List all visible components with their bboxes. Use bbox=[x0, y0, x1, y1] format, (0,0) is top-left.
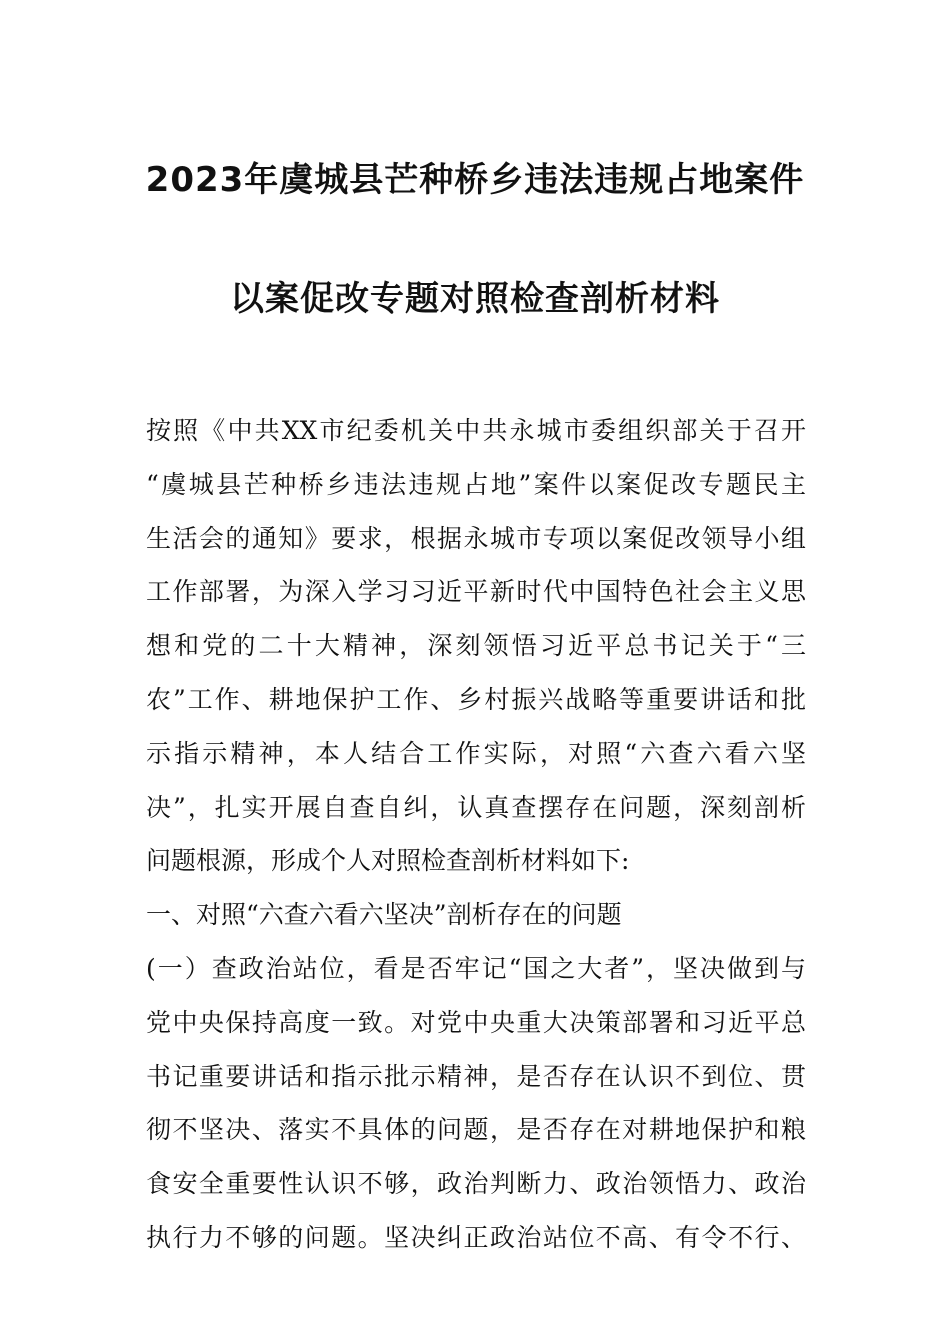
body-line: 决”，扎实开展自查自纠，认真查摆存在问题，深刻剖析 bbox=[146, 792, 806, 822]
body-line: 问题根源，形成个人对照检查剖析材料如下: bbox=[146, 846, 630, 876]
body-line: 农”工作、耕地保护工作、乡村振兴战略等重要讲话和批 bbox=[146, 684, 806, 714]
body-line: 食安全重要性认识不够，政治判断力、政治领悟力、政治 bbox=[146, 1169, 806, 1199]
body-line: “虞城县芒种桥乡违法违规占地”案件以案促改专题民主 bbox=[146, 469, 806, 499]
document-title-line-1: 2023年虞城县芒种桥乡违法违规占地案件 bbox=[145, 160, 805, 200]
body-line: 党中央保持高度一致。对党中央重大决策部署和习近平总 bbox=[146, 1007, 806, 1037]
document-title-line-2: 以案促改专题对照检查剖析材料 bbox=[230, 279, 720, 319]
body-line: 工作部署，为深入学习习近平新时代中国特色社会主义思 bbox=[146, 577, 806, 607]
body-line: 示指示精神，本人结合工作实际，对照“六查六看六坚 bbox=[146, 738, 806, 768]
body-line: 按照《中共XX市纪委机关中共永城市委组织部关于召开 bbox=[146, 416, 806, 445]
body-line: 执行力不够的问题。坚决纠正政治站位不高、有令不行、 bbox=[146, 1222, 806, 1252]
subsection-heading: (一）查政治站位，看是否牢记“国之大者”，坚决做到与 bbox=[146, 953, 806, 983]
section-heading: 一、对照“六查六看六坚决”剖析存在的问题 bbox=[146, 900, 622, 930]
body-line: 书记重要讲话和指示批示精神，是否存在认识不到位、贯 bbox=[146, 1061, 806, 1091]
body-line: 彻不坚决、落实不具体的问题，是否存在对耕地保护和粮 bbox=[146, 1115, 806, 1145]
document-body bbox=[146, 404, 806, 1265]
body-line: 想和党的二十大精神，深刻领悟习近平总书记关于“三 bbox=[146, 631, 806, 661]
body-line: 生活会的通知》要求，根据永城市专项以案促改领导小组 bbox=[146, 523, 806, 553]
